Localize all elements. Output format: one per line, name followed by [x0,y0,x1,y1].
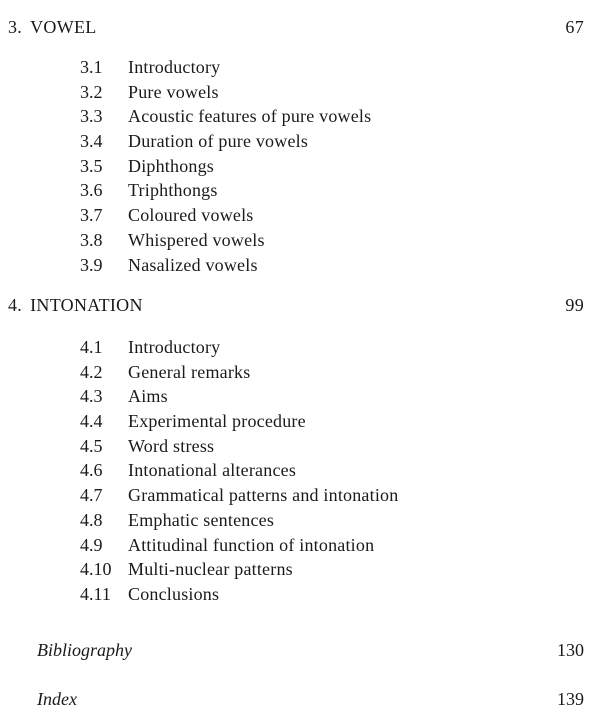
list-item [80,58,371,83]
section-title: Multi-nuclear patterns [128,559,293,580]
section-number: 3.6 [80,180,103,201]
backmatter-page-number: 130 [557,640,584,660]
section-title: Triphthongs [128,180,218,201]
section-number: 4.2 [80,361,103,382]
list-item [80,585,398,610]
chapter-page-number: 99 [565,295,584,315]
list-item [80,486,398,511]
section-title: Intonational alterances [128,460,297,481]
chapter-page-number: 67 [565,17,584,37]
list-item [80,511,398,536]
section-number: 4.1 [80,337,103,357]
backmatter-page-number: 139 [557,689,584,709]
list-item [80,338,398,363]
section-number: 3.5 [80,155,103,176]
backmatter-title: Index [37,689,77,709]
section-title: Pure vowels [128,81,219,102]
backmatter-title: Bibliography [37,640,132,660]
list-item [80,107,371,132]
section-number: 3.3 [80,106,103,127]
chapter-heading [8,18,584,36]
chapter-name: VOWEL [30,17,97,37]
list-item [80,387,398,412]
list-item [80,256,371,281]
section-number: 4.6 [80,460,103,481]
chapter-number: 4. [8,295,23,315]
list-item [80,363,398,388]
section-number: 3.7 [80,205,103,226]
backmatter-entry-index [37,690,584,708]
chapter-name: INTONATION [30,295,143,315]
section-number: 3.9 [80,254,103,275]
section-title: Nasalized vowels [128,254,258,275]
list-item [80,412,398,437]
section-title: Emphatic sentences [128,509,275,530]
section-title: Grammatical patterns and intonation [128,485,399,506]
section-number: 4.7 [80,485,103,506]
backmatter-entry-bibliography [37,641,584,659]
section-number: 4.10 [80,559,112,580]
section-number: 3.4 [80,131,103,152]
chapter-title [8,18,97,36]
list-item [80,231,371,256]
list-item [80,437,398,462]
section-title: Experimental procedure [128,411,306,432]
chapter-heading [8,296,584,314]
section-title: Conclusions [128,583,220,604]
section-number: 4.8 [80,509,103,530]
list-item [80,560,398,585]
section-number: 4.11 [80,583,111,604]
chapter-title [8,296,143,314]
section-title: Coloured vowels [128,205,254,226]
section-title: Introductory [128,337,221,357]
list-item [80,132,371,157]
chapter-number: 3. [8,17,23,37]
section-title: Diphthongs [128,155,215,176]
section-number: 3.8 [80,229,103,250]
section-number: 4.4 [80,411,103,432]
section-title: General remarks [128,361,251,382]
section-number: 3.1 [80,57,103,77]
section-title: Aims [128,386,168,407]
list-item [80,83,371,108]
list-item [80,157,371,182]
section-title: Whispered vowels [128,229,265,250]
section-title: Attitudinal function of intonation [128,534,375,555]
list-item [80,181,371,206]
section-number: 3.2 [80,81,103,102]
list-item [80,536,398,561]
section-title: Word stress [128,435,215,456]
section-number: 4.5 [80,435,103,456]
list-item [80,206,371,231]
section-number: 4.9 [80,534,103,555]
section-list [80,58,371,280]
section-title: Acoustic features of pure vowels [128,106,372,127]
section-title: Duration of pure vowels [128,131,309,152]
list-item [80,461,398,486]
section-number: 4.3 [80,386,103,407]
section-title: Introductory [128,57,221,77]
section-list [80,338,398,610]
